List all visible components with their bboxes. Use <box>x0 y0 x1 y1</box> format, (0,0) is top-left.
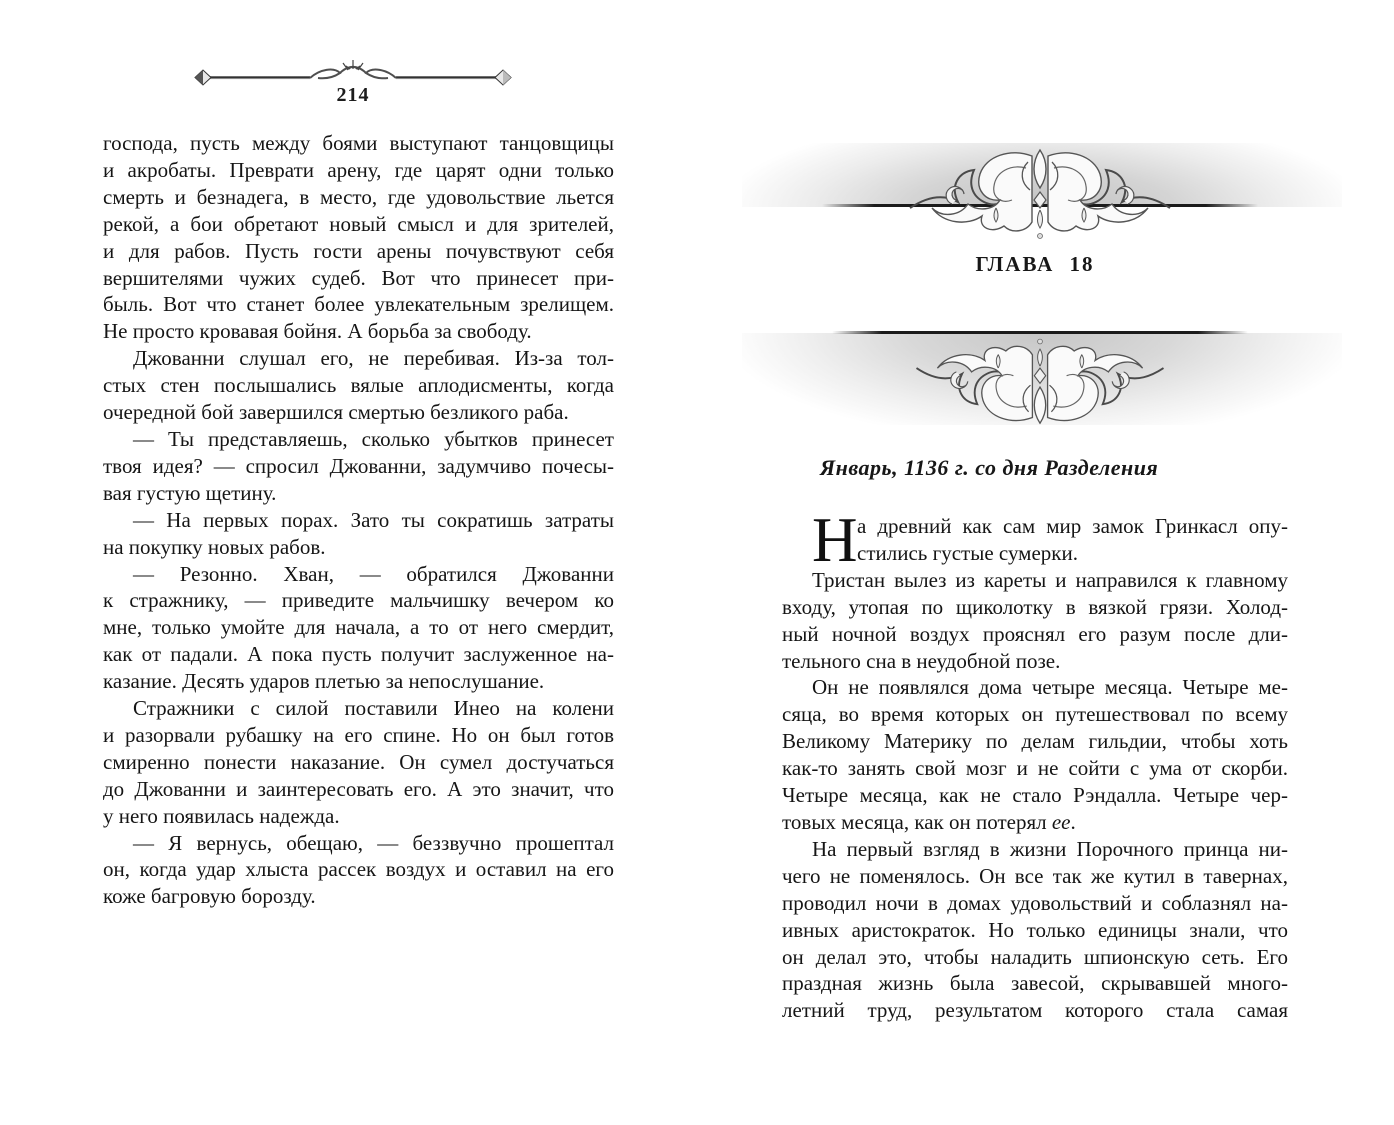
text-fragment: товых месяца, как он потерял <box>782 809 1047 834</box>
text-line: ивных аристократок. Но только единицы знали, что <box>782 917 1288 942</box>
paragraph <box>103 345 614 426</box>
text-line: и для рабов. Пусть гости арены почувствуют себя <box>103 238 614 263</box>
filigree-crown-inverted-ornament-icon <box>905 332 1175 427</box>
text-line: как от падали. А пока пусть получит заслуженное на- <box>103 642 614 667</box>
diamond-finial-left-icon <box>195 70 211 85</box>
paragraph <box>782 836 1288 1024</box>
text-line: коже багровую борозду. <box>103 884 316 909</box>
text-line: Не просто кровавая бойня. А борьба за свободу. <box>103 319 532 344</box>
text-line: стых стен послышались вялые аплодисменты, когда <box>103 373 614 398</box>
text-line: сяца, во время которых он путешествовал по всему <box>782 702 1288 727</box>
text-line: — Ты представляешь, сколько убытков принесет <box>133 426 614 451</box>
text-fragment: . <box>1070 809 1076 834</box>
text-line: стились густые сумерки. <box>857 540 1078 565</box>
text-line: ный ночной воздух прояснял его разум после дли- <box>782 621 1288 646</box>
text-line: Тристан вылез из кареты и направился к главному <box>812 567 1288 592</box>
paragraph <box>103 830 614 911</box>
text-line: Великому Материку по делам гильдии, чтобы хоть <box>782 729 1288 754</box>
text-line: чего не поменялось. Он все так же кутил в тавернах, <box>782 863 1288 888</box>
text-line: и акробаты. Преврати арену, где царят одни только <box>103 157 614 182</box>
paragraph-with-drop-cap <box>782 505 1288 575</box>
text-line: быль. Вот что станет более увлекательным зрелищем. <box>103 292 614 317</box>
text-line: вершителями чужих судеб. Вот что принесет при- <box>103 265 614 290</box>
paragraph <box>103 426 614 507</box>
left-page-text-column <box>103 130 614 910</box>
rule-left-segment <box>204 76 310 79</box>
text-line: очередной бой завершился смертью безликого раба. <box>103 400 569 425</box>
italic-word: ее <box>1051 809 1071 834</box>
text-line: мне, только умойте для начала, а то от него смердит, <box>103 615 614 640</box>
right-page-text-column <box>782 505 1288 1024</box>
page-number: 214 <box>336 84 370 106</box>
text-line: к стражнику, — приведите мальчишку вечером ко <box>103 588 614 613</box>
text-line: на покупку новых рабов. <box>103 534 326 559</box>
text-line: смиренно понести наказание. Он сумел достучаться <box>103 749 614 774</box>
text-line: праздная жизнь была завесой, скрывавшей много- <box>782 971 1288 996</box>
text-line: а древний как сам мир замок Гринкасл опу- <box>857 514 1288 538</box>
text-line: вая густую щетину. <box>103 480 277 505</box>
text-line <box>782 809 1288 836</box>
text-line: он делал это, чтобы наладить шпионскую сеть. Его <box>782 944 1288 969</box>
drop-cap: Н <box>812 505 858 575</box>
text-line: Джованни слушал его, не перебивая. Из-за тол- <box>133 346 614 371</box>
paragraph <box>103 130 614 345</box>
paragraph <box>103 695 614 830</box>
text-line: у него появилась надежда. <box>103 803 340 828</box>
text-line: господа, пусть между боями выступают танцовщицы <box>103 131 614 155</box>
text-line: смерть и безнадега, в место, где удовольствие льется <box>103 184 614 209</box>
diamond-finial-right-icon <box>495 70 511 85</box>
text-line: — Резонно. Хван, — обратился Джованни <box>133 561 614 586</box>
text-line: На первый взгляд в жизни Порочного принца ни- <box>812 836 1288 861</box>
paragraph <box>103 561 614 696</box>
rule-right-segment <box>396 76 502 79</box>
text-line: твоя идея? — спросил Джованни, задумчиво почесы- <box>103 453 614 478</box>
text-line: летний труд, результатом которого стала самая <box>782 998 1288 1023</box>
text-line: — На первых порах. Зато ты сократишь затраты <box>133 507 614 532</box>
paragraph <box>782 567 1288 675</box>
text-line: до Джованни и заинтересовать его. А это значит, что <box>103 776 614 801</box>
text-line: входу, утопая по щиколотку в вязкой грязи. Холод- <box>782 594 1288 619</box>
text-line: Четыре месяца, как не стало Рэндалла. Четыре чер- <box>782 783 1288 808</box>
text-line: и разорвали рубашку на его спине. Но он был готов <box>103 722 614 747</box>
text-line: Стражники с силой поставили Инео на колени <box>133 696 614 721</box>
paragraph <box>103 507 614 561</box>
date-heading: Январь, 1136 г. со дня Разделения <box>820 455 1159 480</box>
text-line: как-то занять свой мозг и не сойти с ума от скорби. <box>782 756 1288 781</box>
text-line: Он не появлялся дома четыре месяца. Четыре ме- <box>812 675 1288 700</box>
chapter-title: ГЛАВА 18 <box>975 252 1095 276</box>
text-line: он, когда удар хлыста рассек воздух и оставил на его <box>103 857 614 882</box>
text-line: рекой, а бои обретают новый смысл и для зрителей, <box>103 211 614 236</box>
text-line: проводил ночи в домах удовольствий и соблазнял на- <box>782 890 1288 915</box>
filigree-crown-ornament-icon <box>900 146 1180 246</box>
paragraph <box>782 674 1288 835</box>
text-line: казание. Десять ударов плетью за непослушание. <box>103 669 545 694</box>
text-line: тельного сна в неудобной позе. <box>782 648 1061 673</box>
text-line: — Я вернусь, обещаю, — беззвучно прошептал <box>133 830 614 855</box>
